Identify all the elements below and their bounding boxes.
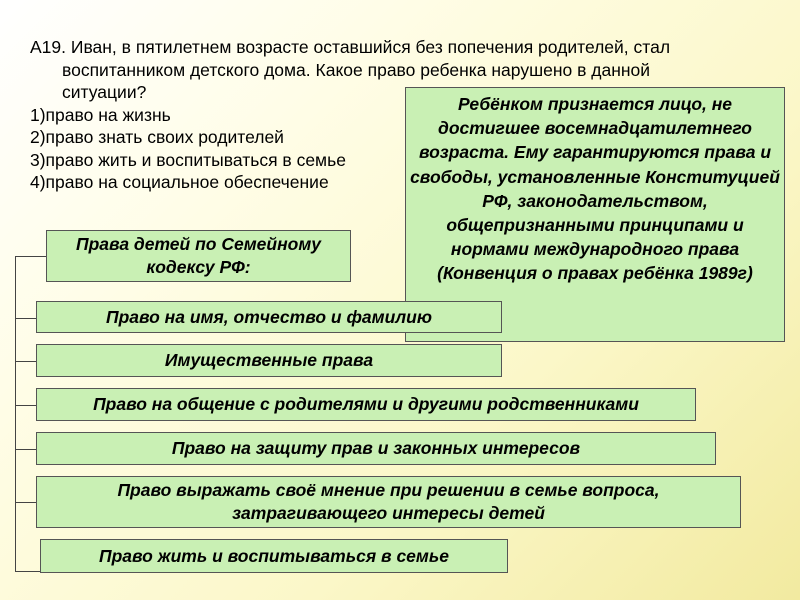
right-text-protection: Право на защиту прав и законных интересов [171,438,581,458]
right-box-communication [36,388,696,421]
child-definition-text: Ребёнком признается лицо, не достигшее восемнадцатилетнего возраста. Ему гарантируются права и свободы, установленные Конституцией РФ, законодательством, общепризнанными принципами и нормами международного права (Конвенция о правах ребёнка 1989г) [410,94,780,284]
question-text: А19. Иван, в пятилетнем возрасте оставшийся без попечения родителей, стал воспитанником детского дома. Какое право ребенка нарушено в данной ситуации? [30,37,671,102]
answer-option-3: 3)право жить и воспитываться в семье [30,149,346,170]
connector-right-3 [15,405,36,406]
family-code-rights-heading [46,230,351,282]
connector-vertical [15,256,16,572]
right-text-family-upbringing: Право жить и воспитываться в семье [99,545,449,566]
connector-right-2 [15,361,36,362]
connector-heading [15,256,46,257]
right-box-opinion [36,476,741,528]
right-box-name [36,301,502,333]
connector-right-5 [15,502,36,503]
connector-right-4 [15,449,36,450]
right-text-communication: Право на общение с родителями и другими родственниками [93,394,639,414]
family-code-rights-heading-text: Права детей по Семейному кодексу РФ: [75,234,322,277]
right-box-property [36,344,502,377]
answer-option-1: 1)право на жизнь [30,104,171,125]
answer-option-2: 2)право знать своих родителей [30,127,284,147]
connector-right-6 [15,571,40,572]
answer-option-4: 4)право на социальное обеспечение [30,172,329,192]
right-text-property: Имущественные права [164,350,374,370]
connector-right-1 [15,318,36,319]
right-text-name: Право на имя, отчество и фамилию [105,306,432,327]
right-box-protection [36,432,716,465]
right-box-family-upbringing [40,539,508,573]
right-text-opinion: Право выражать своё мнение при решении в семье вопроса, затрагивающего интересы детей [117,480,660,523]
